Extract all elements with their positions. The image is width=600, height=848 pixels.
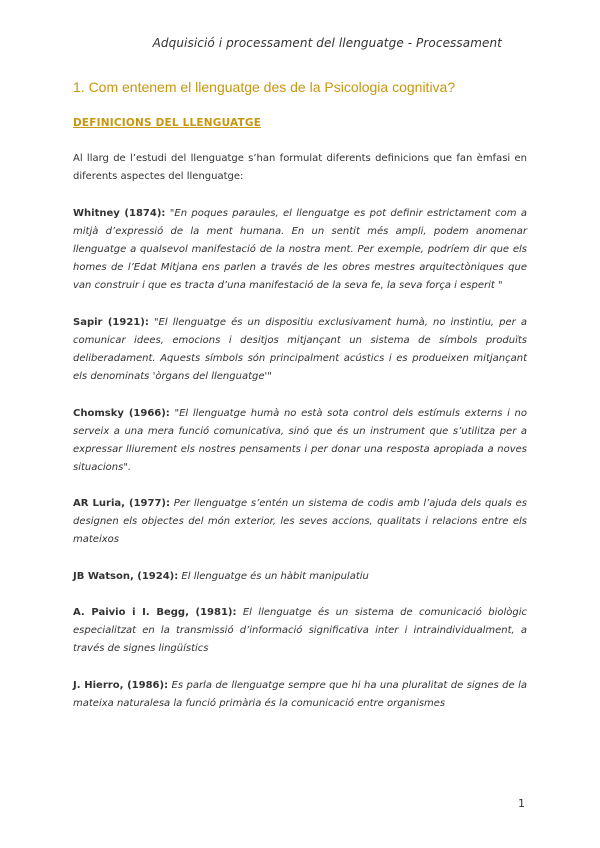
- definition-paivio-begg: [73, 604, 527, 658]
- definition-text: "En poques paraules, el llenguatge es pot definir estrictament com a mitjà d’expressió de la ment humana. En un sentit més ampli, podem anomenar llenguatge a qualsevol manifestació de la nostra ment. Per exemple, podríem dir que els homes de l’Edat Mitjana ens parlen a través de les obres mestres arquitectòniques que van construir i que es tracta d’una manifestació de la seva fe, la seva força i esperit ": [73, 208, 527, 291]
- definition-sapir: [73, 314, 527, 386]
- running-header: Adquisició i processament del llenguatge - Processament: [152, 36, 502, 50]
- definition-text: "El llenguatge és un dispositiu exclusivament humà, no instintiu, per a comunicar idees, emocions i desitjos mitjançant un sistema de símbols produïts deliberadament. Aquests símbols són principalment acústics i es produeixen mitjançant els denominats 'òrgans del llenguatge'": [73, 317, 528, 382]
- definition-author: Sapir (1921):: [73, 317, 149, 328]
- definition-author: J. Hierro, (1986):: [73, 680, 169, 691]
- page-number: 1: [518, 797, 525, 810]
- definition-watson: [73, 568, 527, 586]
- definition-text: El llenguatge és un hàbit manipulatiu: [181, 571, 369, 582]
- intro-paragraph: Al llarg de l’estudi del llenguatge s’han formulat diferents definicions que fan èmfasi en diferents aspectes del llenguatge:: [73, 153, 527, 182]
- definition-text: Es parla de llenguatge sempre que hi ha una pluralitat de signes de la mateixa naturalesa la funció primària és la comunicació entre organismes: [73, 680, 527, 709]
- definition-author: AR Luria, (1977):: [73, 498, 170, 509]
- definition-author: A. Paivio i I. Begg, (1981):: [73, 607, 237, 618]
- definition-text: El llenguatge és un sistema de comunicació biològic especialitzat en la transmissió d’informació significativa inter i intraindividualment, a través de signes lingüístics: [73, 607, 527, 654]
- section-heading: 1. Com entenem el llenguatge des de la Psicologia cognitiva?: [73, 79, 456, 95]
- definition-text: Per llenguatge s’entén un sistema de codis amb l’ajuda dels quals es designen els objectes del món exterior, les seves accions, qualitats i relacions entre els mateixos: [73, 498, 527, 545]
- definition-author: Chomsky (1966):: [73, 408, 170, 419]
- definition-chomsky: [73, 405, 527, 477]
- section-subheading: DEFINICIONS DEL LLENGUATGE: [73, 117, 262, 129]
- definition-hierro: [73, 677, 527, 713]
- definition-luria: [73, 495, 527, 549]
- definition-author: Whitney (1874):: [73, 208, 166, 219]
- definition-text: "El llenguatge humà no està sota control dels estímuls externs i no serveix a una mera funció comunicativa, sinó que és un instrument que s’utilitza per a expressar lliurement els nostres pensaments i per donar una resposta apropiada a noves situacions".: [73, 408, 527, 473]
- definition-whitney: [73, 205, 527, 295]
- definition-author: JB Watson, (1924):: [73, 571, 179, 582]
